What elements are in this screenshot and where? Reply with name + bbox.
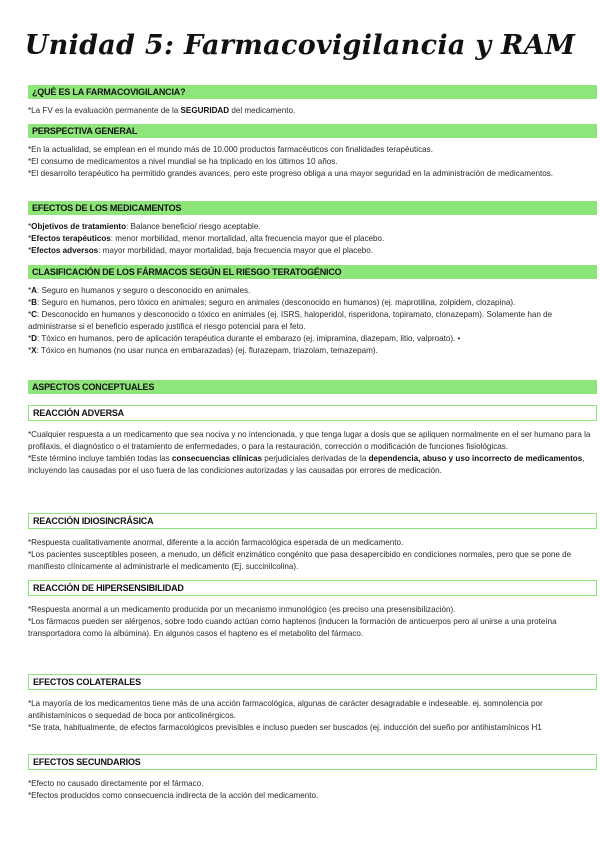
section-body-que-es <box>28 105 596 117</box>
paragraph: *Respuesta cualitativamente anormal, diferente a la acción farmacológica esperada de un medicamento. <box>28 538 404 547</box>
section-body-efectos <box>28 221 596 257</box>
paragraph: *X: Tóxico en humanos (no usar nunca en embarazadas) (ej. flurazepam, triazolam, temazepam). <box>28 345 378 355</box>
section-body-clasificacion <box>28 285 596 356</box>
paragraph: *Efectos adversos: mayor morbilidad, mayor mortalidad, baja frecuencia mayor que el placebo. <box>28 245 374 255</box>
paragraph: *La mayoría de los medicamentos tiene más de una acción farmacológica, algunas de carácter desagradable e indeseable. ej. somnolencia por antihistamínicos o sequedad de boca por anticolinérgicos. <box>28 699 543 720</box>
paragraph: *Cualquier respuesta a un medicamento que sea nociva y no intencionada, y que tenga lugar a dosis que se apliquen normalmente en el ser humano para la profilaxis, el diagnóstico o el tratamiento de enfermedades, o para la restauración, corrección o modificación de funciones fisiológicas. <box>28 430 591 451</box>
section-heading-que-es: ¿QUÉ ES LA FARMACOVIGILANCIA? <box>28 85 597 99</box>
paragraph: *El desarrollo terapéutico ha permitido grandes avances, pero este progreso obliga a una mayor seguridad en la administración de medicamentos. <box>28 168 554 178</box>
section-body-hipersensibilidad <box>28 604 596 640</box>
section-heading-reaccion-adversa: REACCIÓN ADVERSA <box>28 405 597 421</box>
paragraph: *C: Desconocido en humanos y desconocido o tóxico en animales (ej. ISRS, haloperidol, risperidona, topiramato, clonazepam). Solamente han de administrarse si el beneficio esperado justifica el riesgo potencial para el feto. <box>28 309 553 331</box>
section-heading-hipersensibilidad: REACCIÓN DE HIPERSENSIBILIDAD <box>28 580 597 596</box>
paragraph: *Efecto no causado directamente por el fármaco. <box>28 779 204 788</box>
paragraph: *Se trata, habitualmente, de efectos farmacológicos previsibles e incluso pueden ser buscados (ej. inducción del sueño por antihistamínicos H1 <box>28 722 542 732</box>
page-title: Unidad 5: Farmacovigilancia y RAM <box>24 30 576 61</box>
section-heading-perspectiva: PERSPECTIVA GENERAL <box>28 124 597 138</box>
paragraph: *D: Tóxico en humanos, pero de aplicación terapéutica durante el embarazo (ej. imipramina, diazepam, litio, valproato). • <box>28 333 461 343</box>
section-body-perspectiva <box>28 144 596 180</box>
paragraph: *A: Seguro en humanos y seguro o desconocido en animales. <box>28 286 251 295</box>
paragraph: *Respuesta anormal a un medicamento producida por un mecanismo inmunológico (es preciso una presensibilización). <box>28 605 456 614</box>
paragraph: *Los fármacos pueden ser alérgenos, sobre todo cuando actúan como haptenos (inducen la formación de anticuerpos pero al unirse a una proteína transportadora como la albúmina). En algunos casos el hapteno es el metabolito del fármaco. <box>28 616 557 638</box>
section-heading-secundarios: EFECTOS SECUNDARIOS <box>28 754 597 770</box>
section-heading-efectos: EFECTOS DE LOS MEDICAMENTOS <box>28 201 597 215</box>
paragraph: *Este término incluye también todas las consecuencias clínicas perjudiciales derivadas de la dependencia, abuso y uso incorrecto de medicamentos, incluyendo las causadas por el uso fuera de las condiciones autorizadas y las causadas por errores de medicación. <box>28 453 585 475</box>
paragraph: *B: Seguro en humanos, pero tóxico en animales; seguro en animales (desconocido en humanos) (ej. maprotilina, zolpidem, clozapina). <box>28 297 516 307</box>
paragraph: *Efectos terapéuticos: menor morbilidad, menor mortalidad, alta frecuencia mayor que el placebo. <box>28 233 385 243</box>
section-heading-idiosincrasica: REACCIÓN IDIOSINCRÁSICA <box>28 513 597 529</box>
section-body-colaterales <box>28 698 596 734</box>
section-heading-colaterales: EFECTOS COLATERALES <box>28 674 597 690</box>
paragraph: *El consumo de medicamentos a nivel mundial se ha triplicado en los últimos 10 años. <box>28 156 338 166</box>
section-body-secundarios <box>28 778 596 802</box>
section-heading-aspectos: ASPECTOS CONCEPTUALES <box>28 380 597 394</box>
paragraph: *Los pacientes susceptibles poseen, a menudo, un déficit enzimático congénito que pasa desapercibido en condiciones normales, pero que se pone de manifiesto clínicamente al administrarle el medicamento (Ej. succinilcolina). <box>28 549 572 571</box>
paragraph: *La FV es la evaluación permanente de la SEGURIDAD del medicamento. <box>28 106 296 115</box>
paragraph: *En la actualidad, se emplean en el mundo más de 10.000 productos farmacéuticos con finalidades terapéuticas. <box>28 145 433 154</box>
paragraph: *Efectos producidos como consecuencia indirecta de la acción del medicamento. <box>28 790 319 800</box>
section-body-idiosincrasica <box>28 537 596 573</box>
section-heading-clasificacion: CLASIFICACIÓN DE LOS FÁRMACOS SEGÚN EL RIESGO TERATOGÉNICO <box>28 265 597 279</box>
section-body-reaccion-adversa <box>28 429 596 477</box>
paragraph: *Objetivos de tratamiento: Balance beneficio/ riesgo aceptable. <box>28 222 261 231</box>
